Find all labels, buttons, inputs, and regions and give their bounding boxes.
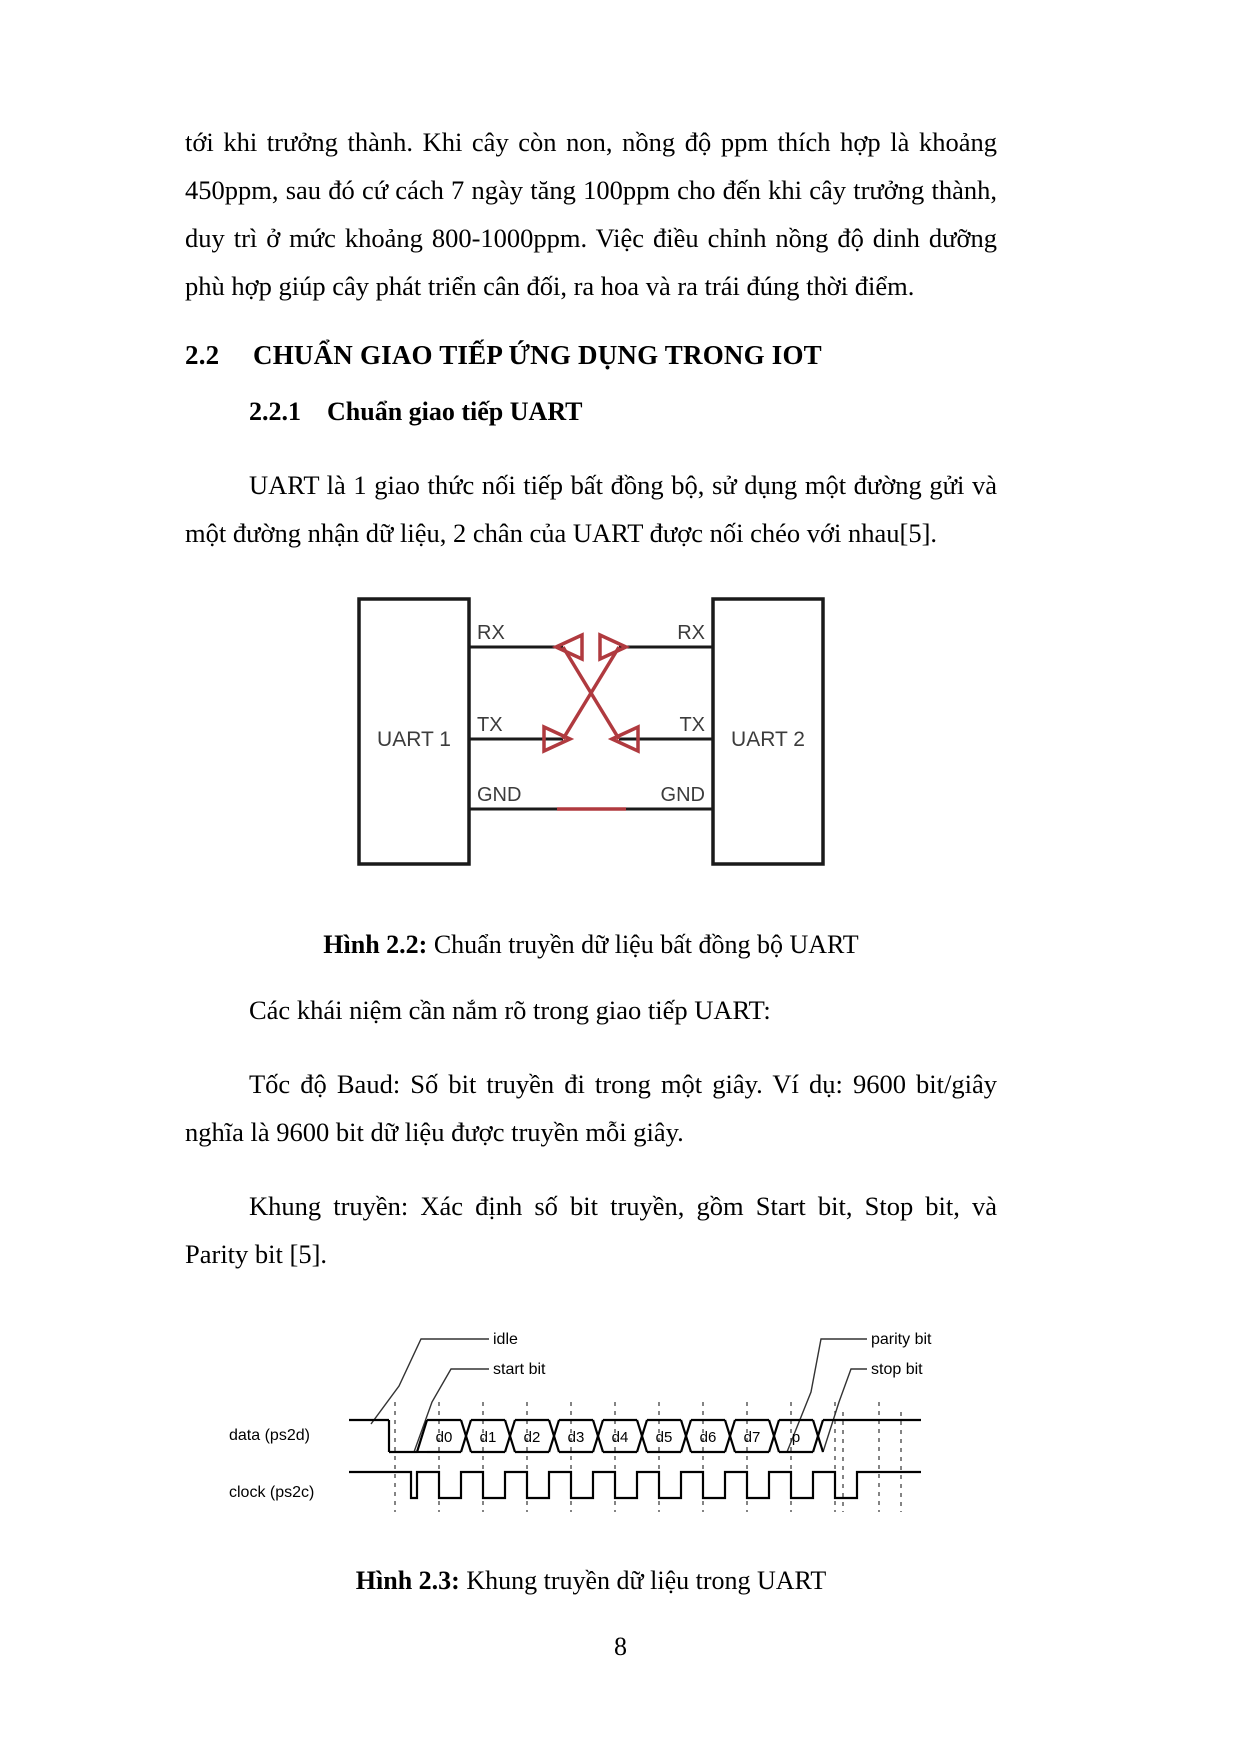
pin-label-tx-right: TX [679,714,705,736]
uart1-label: UART 1 [377,728,451,751]
bit-label: d1 [479,1429,497,1446]
figure-2-3-caption [185,1566,997,1596]
heading-2-2-number: 2.2 [185,340,220,370]
figure-2-2-caption [185,930,997,960]
figure-2-3-caption-label: Hình 2.3: [355,1566,460,1595]
page-number: 8 [614,1632,627,1661]
leader-stop-bit [823,1369,867,1452]
annotation-parity-bit: parity bit [871,1331,932,1348]
annotation-start-bit: start bit [493,1361,546,1378]
figure-2-3-container [185,1322,997,1522]
page-content [185,118,997,1596]
bit-label: d7 [743,1429,761,1446]
pin-label-gnd-right: GND [660,784,705,806]
bit-label: d3 [567,1429,585,1446]
spacer [185,886,997,930]
pin-label-tx-left: TX [477,714,503,736]
bit-label: d4 [611,1429,629,1446]
figure-2-3-caption-text: Khung truyền dữ liệu trong UART [459,1566,827,1595]
paragraph-intro: tới khi trưởng thành. Khi cây còn non, nồng độ ppm thích hợp là khoảng 450ppm, sau đó cứ cách 7 ngày tăng 100ppm cho đến khi cây trưởng thành, duy trì ở mức khoảng 800-1000ppm. Việc điều chỉnh nồng độ dinh dưỡng phù hợp giúp cây phát triển cân đối, ra hoa và ra trái đúng thời điểm. [185,127,997,301]
spacer [185,557,997,591]
annotation-stop-bit: stop bit [871,1361,923,1378]
heading-2-2-1-title: Chuẩn giao tiếp UART [327,397,583,426]
paragraph-uart-definition: UART là 1 giao thức nối tiếp bất đồng bộ, sử dụng một đường gửi và một đường nhận dữ liệu, 2 chân của UART được nối chéo với nhau[5]. [185,470,997,548]
paragraph-concepts: Các khái niệm cần nắm rõ trong giao tiếp UART: [249,995,771,1025]
uart2-label: UART 2 [731,728,805,751]
paragraph-baud-rate: Tốc độ Baud: Số bit truyền đi trong một giây. Ví dụ: 9600 bit/giây nghĩa là 9600 bit dữ liệu được truyền mỗi giây. [185,1069,997,1147]
leader-idle [371,1339,489,1424]
bit-label: d0 [435,1429,453,1446]
heading-2-2 [185,340,997,371]
pin-label-rx-left: RX [477,622,505,644]
spacer [185,1522,997,1566]
bit-label: d2 [523,1429,541,1446]
spacer [185,1156,997,1182]
spacer [185,1034,997,1060]
clock-waveform [349,1472,921,1498]
annotation-idle: idle [493,1331,518,1348]
bit-label: d5 [655,1429,673,1446]
paragraph-frame: Khung truyền: Xác định số bit truyền, gồm Start bit, Stop bit, và Parity bit [5]. [185,1191,997,1269]
heading-2-2-1-number: 2.2.1 [249,397,301,426]
data-bit-labels [436,1429,801,1446]
spacer [185,427,997,461]
pin-label-rx-right: RX [677,622,705,644]
spacer [185,960,997,986]
figure-2-2-caption-text: Chuẩn truyền dữ liệu bất đồng bộ UART [427,930,859,959]
figure-2-2-caption-label: Hình 2.2: [323,930,428,959]
row-label-data: data (ps2d) [229,1427,310,1444]
bit-label: d6 [699,1429,717,1446]
bit-label: p [791,1429,801,1446]
figure-2-3-timing-diagram [221,1322,961,1522]
figure-2-2-container [185,591,997,886]
heading-2-2-1 [249,397,997,427]
spacer [185,1278,997,1322]
heading-2-2-title: CHUẨN GIAO TIẾP ỨNG DỤNG TRONG IOT [253,340,822,370]
figure-2-2-uart-diagram [341,591,841,886]
data-bit-cells [427,1420,921,1452]
pin-label-gnd-left: GND [477,784,522,806]
row-label-clock: clock (ps2c) [229,1484,315,1501]
